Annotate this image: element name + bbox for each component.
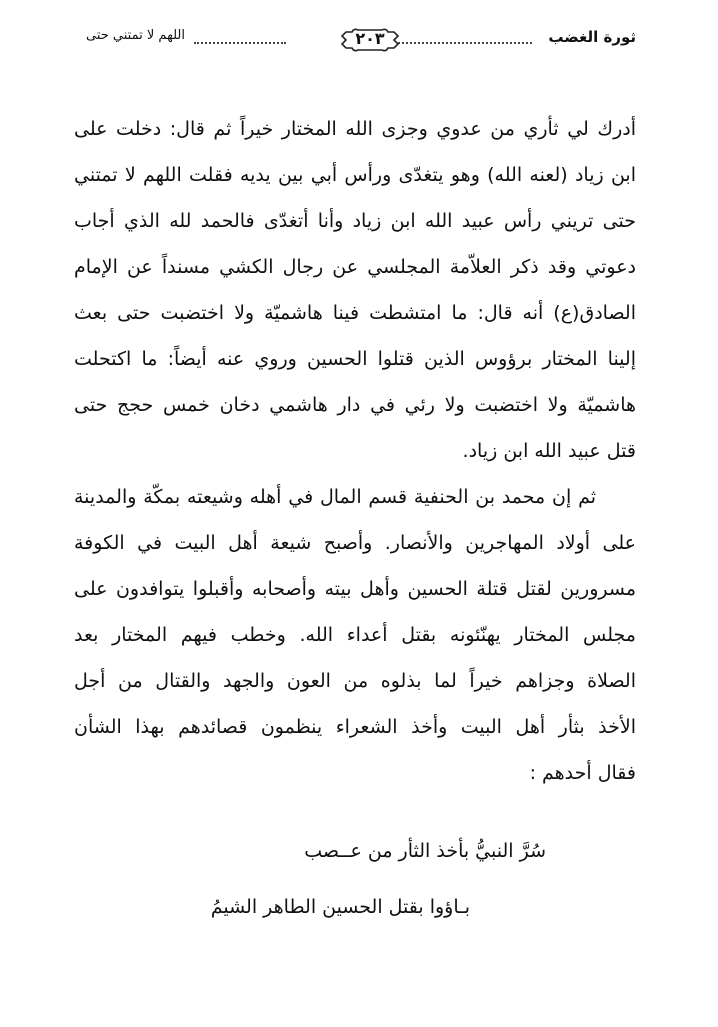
text-line: الأخذ بثأر أهل البيت وأخذ الشعراء ينظمون قصائدهم بهذا الشأن (74, 716, 636, 738)
text-line: على أولاد المهاجرين والأنصار. وأصبح شيعة أهل البيت في الكوفة (74, 532, 636, 554)
text-line: مجلس المختار يهنّئونه بقتل أعداء الله. وخطب فيهم المختار بعد (74, 624, 636, 646)
text-line: فقال أحدهم : (529, 762, 636, 784)
running-header (86, 22, 636, 58)
chapter-title: اللهم لا تمتني حتى (86, 28, 185, 43)
text-line: ثم إن محمد بن الحنفية قسم المال في أهله وشيعته بمكّة والمدينة (74, 486, 596, 508)
book-title: ثورة الغضب (548, 28, 636, 46)
text-line: الصادق(ع) أنه قال: ما امتشطت فينا هاشميّة ولا اختضبت حتى بعث (74, 302, 636, 324)
text-line: الصلاة وجزاهم خيراً لما بذلوه من العون والجهد والقتال من أجل (74, 670, 636, 692)
page-number-badge (340, 26, 400, 54)
text-line: أدرك لي ثأري من عدوي وجزى الله المختار خيراً ثم قال: دخلت على (74, 118, 636, 140)
body-text (74, 106, 636, 796)
text-line: قتل عبيد الله ابن زياد. (462, 440, 636, 462)
header-dot-leader-right (398, 42, 532, 44)
text-line: حتى تريني رأس عبيد الله ابن زياد وأنا أتغدّى فالحمد لله الذي أجاب (74, 210, 636, 232)
text-line: دعوتي وقد ذكر العلاّمة المجلسي عن رجال الكشي مسنداً عن الإمام (74, 256, 636, 278)
text-line: هاشميّة ولا اختضبت ولا رئي في دار هاشمي دخان خمس حجج حتى (74, 394, 636, 416)
header-dot-leader-left (194, 42, 286, 44)
poem-verse-second-hemistich: بـاؤوا بقتل الحسين الطاهر الشيمُ (210, 896, 470, 918)
text-line: ابن زياد (لعنه الله) وهو يتغدّى ورأس أبي بين يديه فقلت اللهم لا تمتني (74, 164, 636, 186)
text-line: مسرورين لقتل قتلة الحسين وأهل بيته وأصحابه وأقبلوا يتوافدون على (74, 578, 636, 600)
poem-verse-first-hemistich: سُرَّ النبيُّ بأخذ الثأر من عــصب (304, 840, 546, 862)
page-number: ٢٠٣ (355, 29, 385, 48)
text-line: إلينا المختار برؤوس الذين قتلوا الحسين وروي عنه أيضاً: ما اكتحلت (74, 348, 636, 370)
